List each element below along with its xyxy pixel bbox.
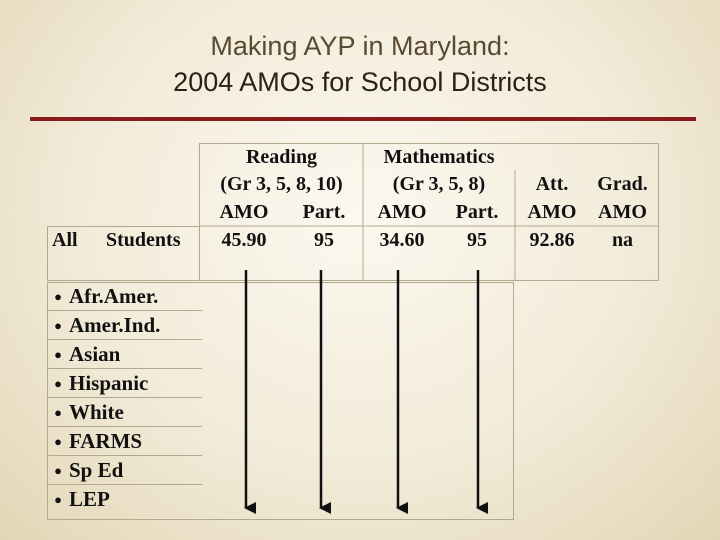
att-amo-value: 92.86 bbox=[529, 229, 575, 251]
grad-amo-value: na bbox=[611, 229, 634, 251]
subgroup-label: Asian bbox=[69, 342, 121, 366]
math-grades: (Gr 3, 5, 8) bbox=[392, 173, 486, 195]
students-label: Students bbox=[106, 229, 181, 251]
title-line-2: 2004 AMOs for School Districts bbox=[173, 67, 547, 97]
bullet-icon: ● bbox=[54, 318, 62, 333]
grad-header: Grad. bbox=[597, 173, 648, 195]
subgroup-label: FARMS bbox=[69, 429, 143, 453]
reading-grades: (Gr 3, 5, 8, 10) bbox=[220, 173, 343, 195]
math-part-value: 95 bbox=[467, 229, 487, 251]
subgroup-label: Amer.Ind. bbox=[69, 313, 161, 337]
bullet-icon: ● bbox=[54, 492, 62, 507]
bullet-icon: ● bbox=[54, 376, 62, 391]
reading-amo-value: 45.90 bbox=[221, 229, 267, 251]
reading-part-header: Part. bbox=[302, 201, 346, 223]
reading-amo-header: AMO bbox=[219, 201, 269, 223]
math-header: Mathematics bbox=[383, 146, 495, 168]
att-header: Att. bbox=[535, 173, 569, 195]
att-amo-header: AMO bbox=[527, 201, 577, 223]
bullet-icon: ● bbox=[54, 463, 62, 478]
reading-part-value: 95 bbox=[314, 229, 334, 251]
math-amo-value: 34.60 bbox=[379, 229, 425, 251]
title-line-1: Making AYP in Maryland: bbox=[210, 31, 510, 61]
subgroup-label: LEP bbox=[69, 487, 110, 511]
reading-header: Reading bbox=[245, 146, 318, 168]
bullet-icon: ● bbox=[54, 289, 62, 304]
bullet-icon: ● bbox=[54, 434, 62, 449]
bullet-icon: ● bbox=[54, 405, 62, 420]
math-part-header: Part. bbox=[455, 201, 499, 223]
math-amo-header: AMO bbox=[377, 201, 427, 223]
subgroup-label: Hispanic bbox=[69, 371, 149, 395]
bullet-icon: ● bbox=[54, 347, 62, 362]
all-label: All bbox=[52, 229, 78, 251]
subgroup-label: Afr.Amer. bbox=[69, 284, 159, 308]
grad-amo-header: AMO bbox=[598, 201, 647, 223]
subgroup-label: White bbox=[69, 400, 124, 424]
subgroup-label: Sp Ed bbox=[69, 458, 124, 482]
